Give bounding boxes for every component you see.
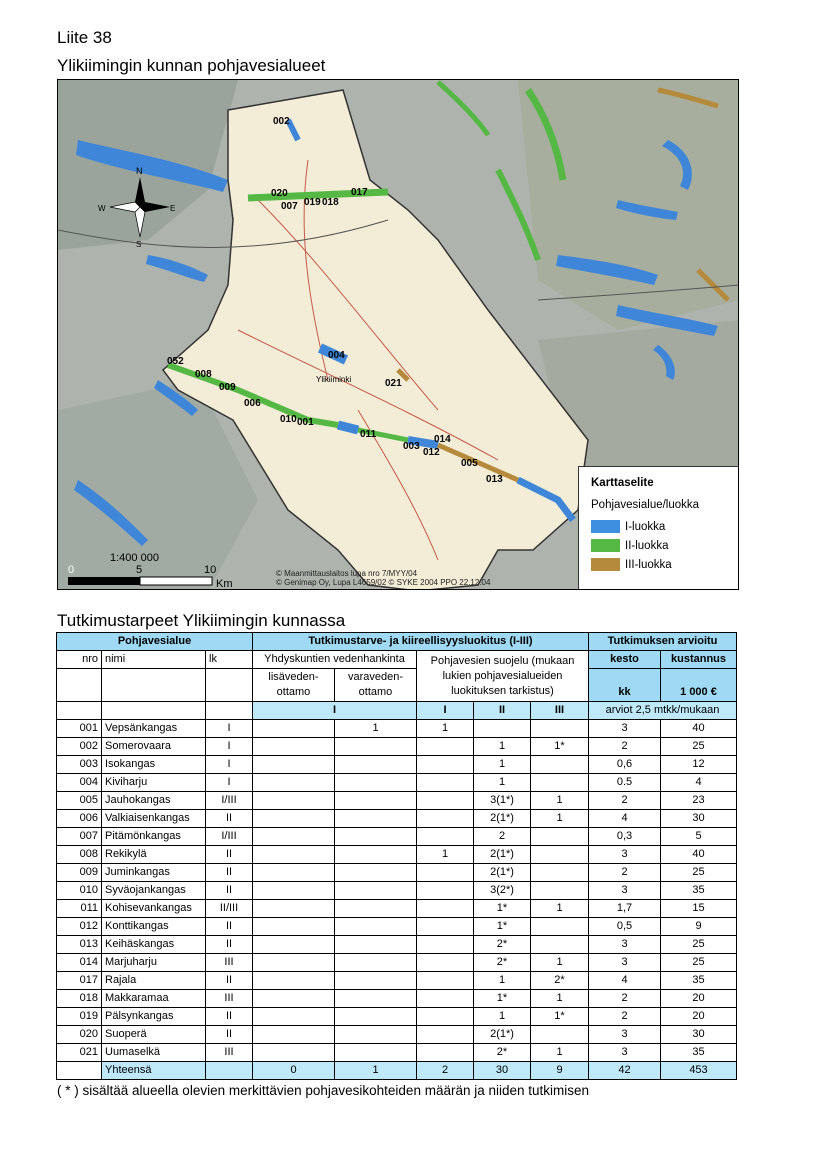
cell-nimi: Keihäskangas: [102, 936, 206, 954]
cell-vara: [335, 828, 417, 846]
cell-nro: 017: [57, 972, 102, 990]
cell-cost: 25: [661, 954, 737, 972]
cell-nimi: Isokangas: [102, 756, 206, 774]
scale-tick-5: 5: [136, 564, 143, 576]
cell-kk: 4: [589, 810, 661, 828]
cell-p2: 1: [474, 738, 531, 756]
cell-p2: 1*: [474, 990, 531, 1008]
cell-nro: 011: [57, 900, 102, 918]
area-label-004: 004: [328, 350, 345, 361]
cell-p1: [417, 882, 474, 900]
cell-vara: [335, 846, 417, 864]
cell-vara: [335, 990, 417, 1008]
cell-nro: 006: [57, 810, 102, 828]
total-lisa: 0: [253, 1062, 335, 1080]
area-label-010: 010: [280, 414, 297, 425]
table-row: [57, 738, 737, 756]
table-row: [57, 1044, 737, 1062]
legend-label: II-luokka: [625, 539, 669, 552]
table-row: [57, 918, 737, 936]
cell-lk: I: [206, 738, 253, 756]
area-label-014: 014: [434, 434, 451, 445]
cell-lisa: [253, 990, 335, 1008]
cell-nimi: Kiviharju: [102, 774, 206, 792]
cell-kk: 0.5: [589, 774, 661, 792]
scale-tick-10: 10: [204, 564, 217, 576]
cell-cost: 25: [661, 936, 737, 954]
cell-lk: I/III: [206, 792, 253, 810]
cell-p2: 3(1*): [474, 792, 531, 810]
cell-p2: 2*: [474, 954, 531, 972]
class-community: I: [253, 702, 417, 720]
area-label-008: 008: [195, 369, 212, 380]
cell-lk: III: [206, 954, 253, 972]
total-blank: [57, 1062, 102, 1080]
area-label-021: 021: [385, 378, 402, 389]
cell-p1: [417, 972, 474, 990]
cell-nimi: Syväojankangas: [102, 882, 206, 900]
cell-p1: [417, 1044, 474, 1062]
cell-vara: [335, 774, 417, 792]
compass-n-label: N: [136, 166, 143, 176]
cell-p1: [417, 900, 474, 918]
col-nimi: nimi: [102, 651, 206, 669]
cell-vara: [335, 882, 417, 900]
cell-lisa: [253, 882, 335, 900]
cell-cost: 30: [661, 810, 737, 828]
cell-p3: [531, 864, 589, 882]
cell-vara: [335, 936, 417, 954]
scale-ratio: 1:400 000: [110, 552, 159, 564]
legend-swatch: [591, 520, 620, 533]
cell-nro: 002: [57, 738, 102, 756]
cell-p3: 1: [531, 990, 589, 1008]
cell-p2: 2*: [474, 936, 531, 954]
cell-cost: 20: [661, 990, 737, 1008]
area-label-011: 011: [360, 429, 377, 440]
cell-lk: II: [206, 936, 253, 954]
cell-kk: 4: [589, 972, 661, 990]
cell-lk: II: [206, 864, 253, 882]
cell-p3: 2*: [531, 972, 589, 990]
cell-cost: 25: [661, 864, 737, 882]
cell-lisa: [253, 864, 335, 882]
header-estimate: Tutkimuksen arvioitu: [589, 633, 737, 651]
cell-lisa: [253, 972, 335, 990]
cell-nimi: Kohisevankangas: [102, 900, 206, 918]
total-blank: [206, 1062, 253, 1080]
table-row: [57, 936, 737, 954]
table-row: [57, 828, 737, 846]
map-credits: [276, 569, 490, 587]
area-label-006: 006: [244, 398, 261, 409]
cell-p1: [417, 864, 474, 882]
cell-cost: 4: [661, 774, 737, 792]
area-label-020: 020: [271, 188, 288, 199]
cell-lisa: [253, 738, 335, 756]
attachment-label: Liite 38: [57, 28, 112, 47]
col-nro: nro: [57, 651, 102, 669]
table-row: [57, 792, 737, 810]
cell-vara: 1: [335, 720, 417, 738]
table-row: [57, 990, 737, 1008]
cell-cost: 20: [661, 1008, 737, 1026]
cell-p1: [417, 990, 474, 1008]
cell-p1: [417, 738, 474, 756]
area-label-018: 018: [322, 197, 339, 208]
cell-p1: [417, 756, 474, 774]
legend-label: III-luokka: [625, 558, 672, 571]
cell-p2: 2(1*): [474, 846, 531, 864]
area-label-003: 003: [403, 441, 420, 452]
cell-kk: 2: [589, 1008, 661, 1026]
cell-kk: 3: [589, 720, 661, 738]
cell-p3: [531, 1026, 589, 1044]
cell-cost: 9: [661, 918, 737, 936]
cell-kk: 0,3: [589, 828, 661, 846]
cell-lisa: [253, 828, 335, 846]
cell-lisa: [253, 918, 335, 936]
cell-cost: 35: [661, 972, 737, 990]
map-title: Ylikiimingin kunnan pohjavesialueet: [57, 56, 326, 75]
cell-cost: 25: [661, 738, 737, 756]
cell-vara: [335, 756, 417, 774]
cell-lk: I: [206, 756, 253, 774]
cell-kk: 2: [589, 990, 661, 1008]
blank-cell: [102, 669, 206, 702]
cell-p3: [531, 774, 589, 792]
table-row: [57, 1008, 737, 1026]
cell-nro: 008: [57, 846, 102, 864]
cell-nro: 018: [57, 990, 102, 1008]
cell-cost: 35: [661, 1044, 737, 1062]
col-eur: 1 000 €: [661, 669, 737, 702]
scale-tick-0: 0: [68, 564, 75, 576]
cell-nimi: Pitämönkangas: [102, 828, 206, 846]
cell-nro: 019: [57, 1008, 102, 1026]
footnote: ( * ) sisältää alueella olevien merkittävien pohjavesikohteiden määrän ja niiden tutkimisen: [57, 1083, 590, 1098]
cell-lk: II: [206, 810, 253, 828]
cell-p2: 1: [474, 972, 531, 990]
cell-lk: II/III: [206, 900, 253, 918]
cell-nimi: Pälsynkangas: [102, 1008, 206, 1026]
col-community: Yhdyskuntien vedenhankinta: [253, 651, 417, 669]
cell-nro: 014: [57, 954, 102, 972]
table-row: [57, 882, 737, 900]
cell-lisa: [253, 936, 335, 954]
cell-cost: 23: [661, 792, 737, 810]
cell-lisa: [253, 1044, 335, 1062]
cell-nimi: Juminkangas: [102, 864, 206, 882]
cell-vara: [335, 1044, 417, 1062]
cell-vara: [335, 1008, 417, 1026]
cell-kk: 0,5: [589, 918, 661, 936]
cell-nro: 005: [57, 792, 102, 810]
cell-p2: [474, 720, 531, 738]
cell-p3: 1: [531, 1044, 589, 1062]
blank-cell: [206, 702, 253, 720]
cell-cost: 35: [661, 882, 737, 900]
area-label-009: 009: [219, 382, 236, 393]
cell-nro: 013: [57, 936, 102, 954]
area-label-012: 012: [423, 447, 440, 458]
blank-cell: [57, 702, 102, 720]
cell-p3: [531, 720, 589, 738]
class-p1: I: [417, 702, 474, 720]
cell-p2: 2(1*): [474, 1026, 531, 1044]
cell-nimi: Suoperä: [102, 1026, 206, 1044]
cell-p1: [417, 1008, 474, 1026]
cell-p1: [417, 954, 474, 972]
cell-lk: I: [206, 774, 253, 792]
cell-cost: 40: [661, 846, 737, 864]
cell-cost: 5: [661, 828, 737, 846]
cell-nimi: Marjuharju: [102, 954, 206, 972]
cell-p1: [417, 792, 474, 810]
cell-kk: 0,6: [589, 756, 661, 774]
cell-p3: [531, 936, 589, 954]
header-needs: Tutkimustarve- ja kiireellisyysluokitus (I-III): [253, 633, 589, 651]
cell-nro: 003: [57, 756, 102, 774]
cell-p3: 1: [531, 954, 589, 972]
cell-lk: II: [206, 1008, 253, 1026]
cell-p2: 1*: [474, 918, 531, 936]
cell-nro: 007: [57, 828, 102, 846]
total-label: Yhteensä: [102, 1062, 206, 1080]
legend-label: I-luokka: [625, 520, 666, 533]
total-cost: 453: [661, 1062, 737, 1080]
credit-line: © Maanmittauslaitos lupa nro 7/MYY/04: [276, 569, 418, 578]
place-label: Ylikiiminki: [316, 375, 352, 384]
cell-p1: [417, 828, 474, 846]
cell-p3: [531, 846, 589, 864]
cell-kk: 1,7: [589, 900, 661, 918]
cell-vara: [335, 972, 417, 990]
cell-p1: 1: [417, 720, 474, 738]
cell-lk: II: [206, 918, 253, 936]
cell-lisa: [253, 810, 335, 828]
total-kk: 42: [589, 1062, 661, 1080]
cell-cost: 30: [661, 1026, 737, 1044]
cell-p3: 1: [531, 900, 589, 918]
cell-vara: [335, 918, 417, 936]
area-label-001: 001: [297, 417, 314, 428]
legend-item: [591, 536, 726, 555]
table-row: [57, 756, 737, 774]
blank-cell: [206, 669, 253, 702]
legend-item: [591, 517, 726, 536]
area-label-005: 005: [461, 458, 478, 469]
cell-p1: [417, 810, 474, 828]
research-needs-table: [56, 632, 737, 1080]
compass-w-label: W: [98, 204, 106, 213]
cell-vara: [335, 954, 417, 972]
cell-vara: [335, 1026, 417, 1044]
col-cost: kustannus: [661, 651, 737, 669]
blank-cell: [102, 702, 206, 720]
cell-p2: 3(2*): [474, 882, 531, 900]
cell-nro: 021: [57, 1044, 102, 1062]
groundwater-map: [57, 79, 739, 590]
cell-nro: 004: [57, 774, 102, 792]
cell-kk: 3: [589, 846, 661, 864]
cell-kk: 3: [589, 936, 661, 954]
area-label-013: 013: [486, 474, 503, 485]
cell-p3: 1: [531, 792, 589, 810]
table-row: [57, 720, 737, 738]
legend-swatch: [591, 558, 620, 571]
area-label-002: 002: [273, 116, 290, 127]
cell-nro: 020: [57, 1026, 102, 1044]
cell-p3: [531, 756, 589, 774]
legend-title: Karttaselite: [591, 477, 654, 489]
area-label-052: 052: [167, 356, 184, 367]
table-row: [57, 846, 737, 864]
cell-kk: 2: [589, 864, 661, 882]
cell-kk: 2: [589, 792, 661, 810]
cell-p2: 2*: [474, 1044, 531, 1062]
cell-kk: 3: [589, 954, 661, 972]
col-protection: Pohjavesien suojelu (mukaan lukien pohjavesialueiden luokituksen tarkistus): [417, 651, 589, 702]
map-legend: [578, 466, 738, 589]
cell-p2: 2(1*): [474, 810, 531, 828]
cell-p3: 1*: [531, 1008, 589, 1026]
class-p3: III: [531, 702, 589, 720]
col-duration: kesto: [589, 651, 661, 669]
blank-cell: [57, 669, 102, 702]
cell-vara: [335, 792, 417, 810]
table-row: [57, 954, 737, 972]
cell-lisa: [253, 1008, 335, 1026]
cell-nro: 010: [57, 882, 102, 900]
cell-lisa: [253, 1026, 335, 1044]
area-label-007: 007: [281, 201, 298, 212]
cell-p2: 1: [474, 756, 531, 774]
cell-p2: 2(1*): [474, 864, 531, 882]
col-varavesi: varaveden-ottamo: [335, 669, 417, 702]
cell-p2: 2: [474, 828, 531, 846]
cell-p1: [417, 918, 474, 936]
header-area: Pohjavesialue: [57, 633, 253, 651]
cell-kk: 3: [589, 882, 661, 900]
cell-nimi: Somerovaara: [102, 738, 206, 756]
cell-vara: [335, 738, 417, 756]
cell-lisa: [253, 720, 335, 738]
cell-nimi: Makkaramaa: [102, 990, 206, 1008]
total-p2: 30: [474, 1062, 531, 1080]
cell-nimi: Jauhokangas: [102, 792, 206, 810]
cell-p3: 1*: [531, 738, 589, 756]
compass-e-label: E: [170, 204, 176, 213]
cell-nimi: Uumaselkä: [102, 1044, 206, 1062]
cell-cost: 15: [661, 900, 737, 918]
cell-lk: I/III: [206, 828, 253, 846]
table-title: Tutkimustarpeet Ylikiimingin kunnassa: [57, 611, 346, 630]
table-row: [57, 774, 737, 792]
cell-p3: 1: [531, 810, 589, 828]
cell-p3: [531, 828, 589, 846]
cell-p1: 1: [417, 846, 474, 864]
cell-cost: 12: [661, 756, 737, 774]
cell-lk: II: [206, 1026, 253, 1044]
cell-lisa: [253, 954, 335, 972]
cell-nro: 001: [57, 720, 102, 738]
cell-p1: [417, 774, 474, 792]
cell-lk: III: [206, 1044, 253, 1062]
credit-line: © Genimap Oy, Lupa L4659/02 © SYKE 2004 PPO 22.12.04: [276, 578, 491, 587]
class-p2: II: [474, 702, 531, 720]
total-p1: 2: [417, 1062, 474, 1080]
cell-nimi: Konttikangas: [102, 918, 206, 936]
table-row: [57, 972, 737, 990]
cell-lk: III: [206, 990, 253, 1008]
col-lk: lk: [206, 651, 253, 669]
cell-vara: [335, 900, 417, 918]
cell-nimi: Rajala: [102, 972, 206, 990]
cell-nro: 009: [57, 864, 102, 882]
class-note: arviot 2,5 mtkk/mukaan: [589, 702, 737, 720]
cell-nimi: Rekikylä: [102, 846, 206, 864]
cell-lk: II: [206, 972, 253, 990]
col-kk: kk: [589, 669, 661, 702]
scale-unit: Km: [216, 578, 233, 590]
cell-kk: 2: [589, 738, 661, 756]
cell-p1: [417, 1026, 474, 1044]
cell-lisa: [253, 774, 335, 792]
table-row: [57, 864, 737, 882]
total-vara: 1: [335, 1062, 417, 1080]
cell-p3: [531, 918, 589, 936]
cell-lk: I: [206, 720, 253, 738]
cell-nimi: Vepsänkangas: [102, 720, 206, 738]
cell-p2: 1*: [474, 900, 531, 918]
total-p3: 9: [531, 1062, 589, 1080]
legend-subtitle: Pohjavesialue/luokka: [591, 499, 700, 511]
cell-p3: [531, 882, 589, 900]
cell-nro: 012: [57, 918, 102, 936]
cell-lisa: [253, 846, 335, 864]
table-row: [57, 1026, 737, 1044]
area-label-017: 017: [351, 187, 368, 198]
cell-lk: II: [206, 846, 253, 864]
area-label-019: 019: [304, 197, 321, 208]
cell-kk: 3: [589, 1044, 661, 1062]
cell-p2: 1: [474, 774, 531, 792]
cell-lisa: [253, 792, 335, 810]
cell-vara: [335, 810, 417, 828]
cell-p1: [417, 936, 474, 954]
col-lisavesi: lisäveden-ottamo: [253, 669, 335, 702]
cell-cost: 40: [661, 720, 737, 738]
legend-swatch: [591, 539, 620, 552]
legend-item: [591, 555, 726, 574]
cell-lisa: [253, 900, 335, 918]
cell-p2: 1: [474, 1008, 531, 1026]
table-row: [57, 900, 737, 918]
compass-s-label: S: [136, 240, 142, 249]
cell-nimi: Valkiaisenkangas: [102, 810, 206, 828]
cell-lisa: [253, 756, 335, 774]
table-row: [57, 810, 737, 828]
cell-lk: II: [206, 882, 253, 900]
cell-kk: 3: [589, 1026, 661, 1044]
cell-vara: [335, 864, 417, 882]
